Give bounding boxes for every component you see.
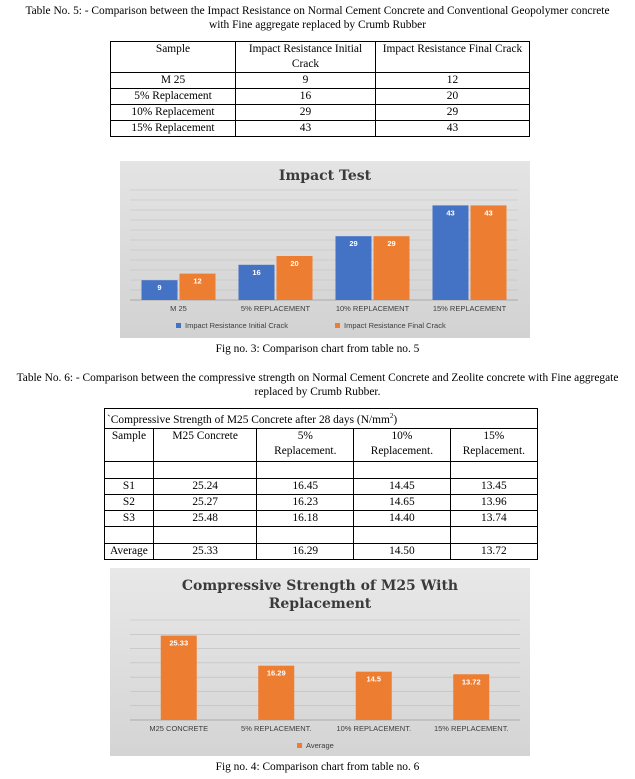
table6-spacer-row xyxy=(105,526,538,543)
table-cell: 5% Replacement xyxy=(111,89,236,105)
data-label: 20 xyxy=(290,259,299,268)
data-label: 29 xyxy=(387,239,396,249)
table-cell xyxy=(450,461,537,478)
table6-title xyxy=(105,409,538,429)
table6-caption-line1: Table No. 6: - Comparison between the compressive strength on Normal Cement Concrete and Zeolite concrete with Fine aggregate xyxy=(16,372,619,384)
table-cell: 14.45 xyxy=(354,478,451,494)
table5 xyxy=(110,41,530,137)
table6-caption-line2: replaced by Crumb Rubber. xyxy=(254,386,381,398)
data-label: 14.5 xyxy=(366,674,382,684)
data-label: 13.72 xyxy=(461,677,481,687)
table5-header-cell: Impact Resistance Initial Crack xyxy=(236,42,376,73)
impact-test-chart xyxy=(120,161,530,338)
chart-title-line1: Compressive Strength of M25 With xyxy=(181,578,459,594)
table-cell: 16.45 xyxy=(257,478,354,494)
legend-label-initial: Impact Resistance Initial Crack xyxy=(185,321,288,330)
table-cell xyxy=(105,526,154,543)
table-cell: 16 xyxy=(236,89,376,105)
table-cell: 16.29 xyxy=(257,543,354,559)
table-cell: 14.50 xyxy=(354,543,451,559)
table-cell: 14.40 xyxy=(354,510,451,526)
table6-header-cell: 15% Replacement. xyxy=(450,428,537,461)
table-cell xyxy=(257,461,354,478)
table-cell xyxy=(354,461,451,478)
table-cell: 25.27 xyxy=(153,494,257,510)
table-cell: 13.72 xyxy=(450,543,537,559)
table-row xyxy=(105,494,538,510)
table-cell: Average xyxy=(105,543,154,559)
table6-caption xyxy=(0,371,635,399)
table-cell xyxy=(354,526,451,543)
table6-spacer-row xyxy=(105,461,538,478)
table5-caption xyxy=(0,4,635,32)
table6-header-row xyxy=(105,428,538,461)
table6-average-row xyxy=(105,543,538,559)
table-cell: 25.24 xyxy=(153,478,257,494)
data-label: 43 xyxy=(446,208,455,218)
fig4-caption: Fig no. 4: Comparison chart from table no. 6 xyxy=(215,761,420,773)
table6-header-cell: 10% Replacement. xyxy=(354,428,451,461)
data-label: 16.29 xyxy=(266,668,286,678)
data-label: 9 xyxy=(157,283,162,293)
table-cell: 13.96 xyxy=(450,494,537,510)
table-cell: 29 xyxy=(376,105,530,121)
bar-b-3 xyxy=(471,205,507,300)
table-cell: 43 xyxy=(236,121,376,137)
table-cell: 13.74 xyxy=(450,510,537,526)
legend-swatch-final xyxy=(335,323,340,328)
table-cell: 20 xyxy=(376,89,530,105)
bar-a-0 xyxy=(161,636,197,720)
table6-title-sup: 2 xyxy=(389,412,394,420)
bar-a-3 xyxy=(433,205,469,300)
category-label: M25 CONCRETE xyxy=(149,724,209,733)
table-cell xyxy=(153,461,257,478)
table-cell: 16.18 xyxy=(257,510,354,526)
table-cell: 15% Replacement xyxy=(111,121,236,137)
table-cell: M 25 xyxy=(111,73,236,89)
table5-caption-line1: Table No. 5: - Comparison between the Impact Resistance on Normal Cement Concrete and Conventional Geopolymer concrete xyxy=(25,5,610,17)
table-cell: 29 xyxy=(236,105,376,121)
data-label: 25.33 xyxy=(169,638,189,648)
table-row xyxy=(105,478,538,494)
table6-title-suffix: ) xyxy=(393,413,398,426)
table-row xyxy=(111,89,530,105)
category-label: 15% REPLACEMENT xyxy=(432,304,507,313)
table-row xyxy=(111,121,530,137)
table-cell: 13.45 xyxy=(450,478,537,494)
table-cell: 9 xyxy=(236,73,376,89)
table-cell xyxy=(153,526,257,543)
data-label: 16 xyxy=(252,267,261,277)
category-label: 10% REPLACEMENT xyxy=(335,304,410,313)
fig3-caption: Fig no. 3: Comparison chart from table no. 5 xyxy=(215,343,420,355)
legend-swatch-average xyxy=(297,743,302,748)
table5-header-row xyxy=(111,42,530,73)
chart-title: Impact Test xyxy=(278,168,372,184)
table5-caption-line2: with Fine aggregate replaced by Crumb Rubber xyxy=(209,19,426,31)
data-label: 43 xyxy=(484,208,493,218)
table-cell: 14.65 xyxy=(354,494,451,510)
table6-header-cell: Sample xyxy=(105,428,154,461)
table-cell: S3 xyxy=(105,510,154,526)
table6-header-cell: M25 Concrete xyxy=(153,428,257,461)
table6 xyxy=(104,408,538,560)
compressive-strength-chart xyxy=(110,568,530,756)
data-label: 29 xyxy=(349,239,358,249)
table-cell: 43 xyxy=(376,121,530,137)
table6-title-row xyxy=(105,409,538,429)
data-label: 12 xyxy=(193,276,202,286)
table5-header-cell: Impact Resistance Final Crack xyxy=(376,42,530,73)
table-cell: 12 xyxy=(376,73,530,89)
table-cell: 25.48 xyxy=(153,510,257,526)
table-cell: 10% Replacement xyxy=(111,105,236,121)
table-row xyxy=(111,105,530,121)
legend-swatch-initial xyxy=(176,323,181,328)
legend-label-final: Impact Resistance Final Crack xyxy=(344,321,446,330)
table-cell: S1 xyxy=(105,478,154,494)
table-row xyxy=(111,73,530,89)
table6-title-text: `Compressive Strength of M25 Concrete after 28 days (N/mm xyxy=(107,413,390,426)
table-cell xyxy=(105,461,154,478)
chart-title-line2: Replacement xyxy=(268,596,372,612)
category-label: 5% REPLACEMENT xyxy=(240,304,311,313)
category-label: 5% REPLACEMENT. xyxy=(241,724,312,733)
legend-label-average: Average xyxy=(306,741,334,750)
category-label: 10% REPLACEMENT. xyxy=(336,724,412,733)
table-cell xyxy=(450,526,537,543)
table-cell xyxy=(257,526,354,543)
table6-header-cell: 5% Replacement. xyxy=(257,428,354,461)
category-label: 15% REPLACEMENT. xyxy=(433,724,509,733)
table-cell: S2 xyxy=(105,494,154,510)
table-row xyxy=(105,510,538,526)
table-cell: 16.23 xyxy=(257,494,354,510)
table5-header-cell: Sample xyxy=(111,42,236,73)
table-cell: 25.33 xyxy=(153,543,257,559)
category-label: M 25 xyxy=(170,304,187,313)
